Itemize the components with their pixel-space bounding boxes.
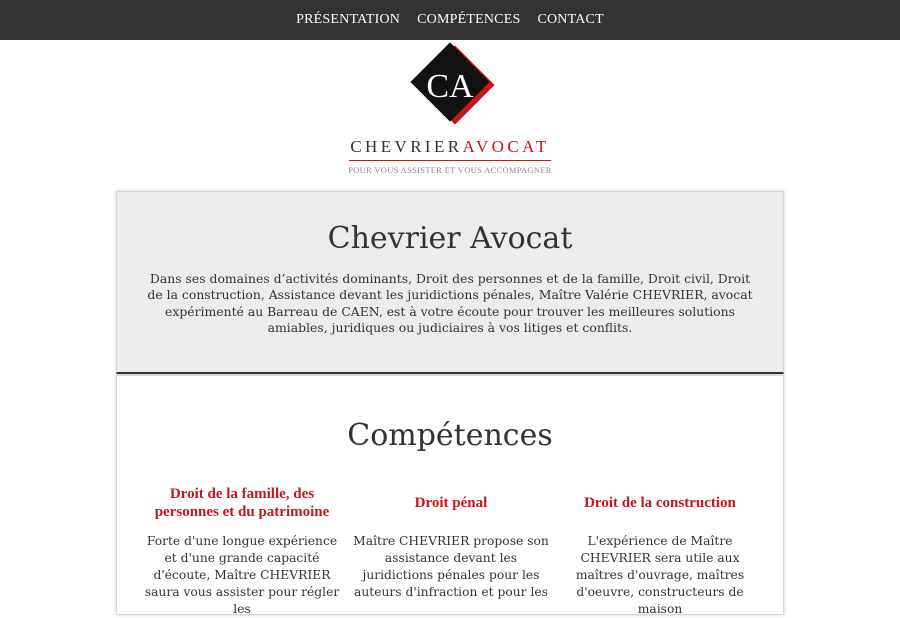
brand-tagline: POUR VOUS ASSISTER ET VOUS ACCOMPAGNER — [348, 165, 552, 175]
intro-text: Dans ses domaines d’activités dominants, Droit des personnes et de la famille, Droit civil, Droit de la construction, Assistance devant les juridictions pénales, Maître Valérie CHEVRIER, avocat expérimenté au Barreau de CAEN, est à votre écoute pour trouver les meilleures solutions amiables, juridiques ou judiciaires à vos litiges et conflits. — [147, 271, 753, 335]
skill-column-family — [144, 485, 340, 618]
skills-section — [116, 375, 784, 615]
skill-text-construction: L'expérience de Maître CHEVRIER sera utile aux maîtres d'ouvrage, maîtres d'oeuvre, constructeurs de maison — [575, 534, 745, 616]
skills-columns — [144, 485, 758, 618]
nav-link-presentation[interactable]: PRÉSENTATION — [296, 12, 401, 27]
brand-header — [0, 50, 900, 175]
brand-name-part1: CHEVRIER — [350, 137, 463, 156]
skill-column-construction — [562, 485, 758, 618]
intro-title: Chevrier Avocat — [327, 221, 573, 256]
logo-letters: CA — [426, 68, 474, 105]
intro-section — [116, 191, 784, 374]
skill-heading-penal: Droit pénal — [414, 495, 488, 511]
skills-title: Compétences — [347, 418, 553, 453]
skill-text-family: Forte d'une longue expérience et d'une grande capacité d'écoute, Maître CHEVRIER saura vous assister pour régler les — [144, 534, 340, 616]
brand-name-part2: AVOCAT — [462, 137, 550, 156]
top-navigation — [0, 0, 900, 40]
skill-heading-family: Droit de la famille, des personnes et du patrimoine — [154, 486, 330, 520]
nav-link-competences[interactable]: COMPÉTENCES — [417, 12, 521, 27]
brand-divider — [349, 160, 551, 161]
skill-column-penal — [353, 485, 549, 618]
nav-link-contact[interactable]: CONTACT — [537, 12, 604, 27]
brand-name — [0, 137, 900, 157]
logo-icon[interactable] — [402, 50, 498, 136]
skill-heading-construction: Droit de la construction — [584, 495, 736, 511]
skill-text-penal: Maître CHEVRIER propose son assistance devant les juridictions pénales pour les auteurs d'infraction et pour les — [353, 534, 549, 599]
